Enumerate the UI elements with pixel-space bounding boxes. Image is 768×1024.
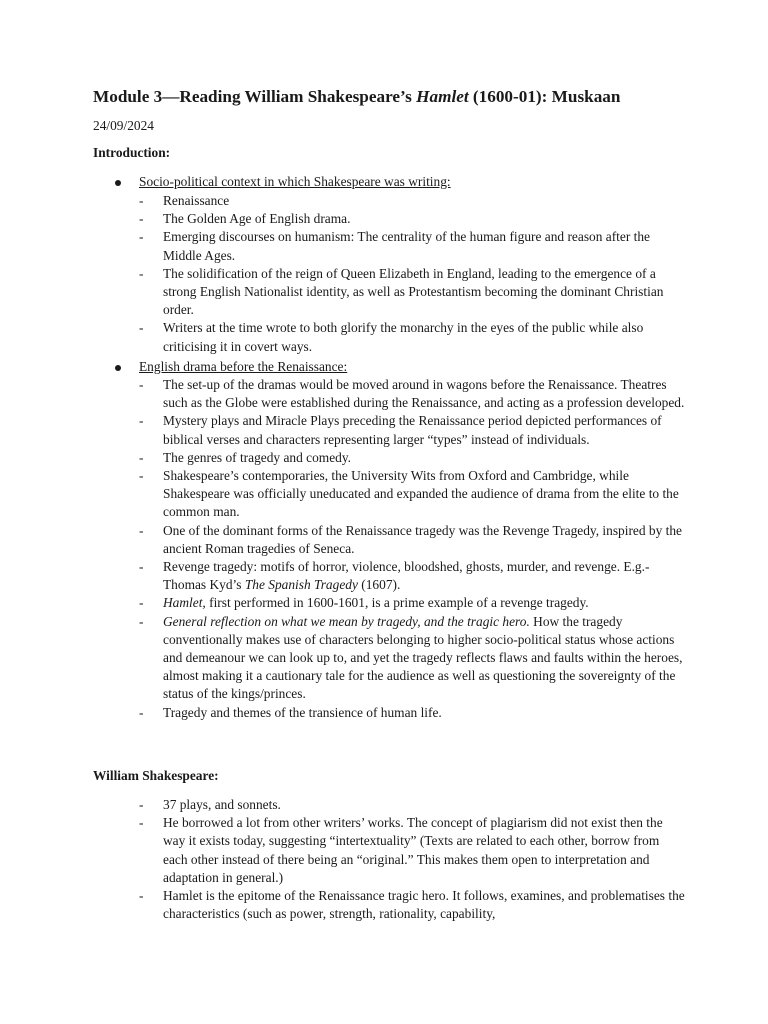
intro-section-socio-political (115, 173, 685, 191)
text-run: How the tragedy conventionally makes use of characters belonging to higher socio-political status whose actions and demeanour we can look up to, and yet the tragedy reflects flaws and faults within the heroes, almost making it a cautionary tale for the audience as well as questioning the sovereignty of the status of the kings/princes. (163, 613, 683, 702)
title-prefix: Module 3—Reading William Shakespeare’s (93, 87, 417, 106)
list-item (139, 192, 685, 210)
list-item-text: Hamlet is the epitome of the Renaissance tragic hero. It follows, examines, and problematises the characteristics (such as power, strength, rationality, capability, (163, 888, 685, 922)
dash-marker: - (139, 320, 144, 336)
list-item-text: The Golden Age of English drama. (163, 211, 351, 227)
introduction-heading: Introduction: (93, 145, 171, 160)
list-item (139, 613, 685, 704)
dash-marker: - (139, 193, 144, 208)
list-item (139, 887, 685, 923)
document-date: 24/09/2024 (93, 118, 155, 133)
bullet-icon (115, 180, 121, 186)
list-item-text: The genres of tragedy and comedy. (163, 449, 352, 465)
list-item (139, 210, 685, 228)
list-item-text (163, 595, 589, 610)
list-item (139, 796, 685, 814)
list-item-text: One of the dominant forms of the Renaissance tragedy was the Revenge Tragedy, inspired by the ancient Roman tragedies of Seneca. (163, 522, 683, 556)
dash-marker: - (139, 449, 144, 465)
title-suffix: (1600-01): Muskaan (468, 87, 621, 106)
dash-marker: - (139, 797, 144, 812)
list-item-text: Shakespeare’s contemporaries, the University Wits from Oxford and Cambridge, while Shakespeare was officially uneducated and expanded the audience of drama from the elite to the common man. (163, 468, 679, 520)
list-item (139, 467, 685, 522)
dash-marker: - (139, 595, 144, 611)
list-item-text: Mystery plays and Miracle Plays preceding the Renaissance period depicted performances of biblical verses and characters representing larger “types” instead of individuals. (163, 413, 662, 447)
dash-marker: - (139, 413, 144, 429)
dash-list-william-shakespeare (139, 796, 685, 923)
dash-list-socio-political (139, 192, 685, 356)
bullet-icon (115, 365, 121, 371)
dash-marker: - (139, 229, 144, 245)
title-work: Hamlet (416, 87, 469, 106)
list-item (139, 704, 685, 722)
text-run: Revenge tragedy: motifs of horror, violence, bloodshed, ghosts, murder, and revenge. E.g.- Thomas Kyd’s (163, 559, 650, 593)
list-item-text (163, 614, 682, 702)
bullet-item (115, 173, 685, 191)
list-item-text: The solidification of the reign of Queen Elizabeth in England, leading to the emergence of a strong English Nationalist identity, as well as Protestantism becoming the dominant Christian order. (163, 265, 664, 318)
list-item (139, 376, 685, 412)
section-label: English drama before the Renaissance: (139, 359, 348, 374)
italic-phrase: General reflection on what we mean by tragedy, and the tragic hero. (163, 613, 530, 629)
intro-section-english-drama (115, 358, 685, 376)
list-item (139, 319, 685, 355)
dash-marker: - (139, 559, 144, 575)
list-item-text: The set-up of the dramas would be moved around in wagons before the Renaissance. Theatres such as the Globe were established during the Renaissance, and acting as a profession developed. (163, 377, 685, 411)
text-run: (1607). (357, 577, 401, 593)
text-run: first performed in 1600-1601, is a prime example of a revenge tragedy. (205, 595, 589, 611)
dash-marker: - (139, 211, 144, 227)
dash-marker: - (139, 468, 144, 484)
list-item (139, 228, 685, 264)
list-item (139, 558, 685, 594)
section-label: Socio-political context in which Shakespeare was writing: (139, 174, 451, 189)
dash-marker: - (139, 704, 144, 720)
list-item-text: Tragedy and themes of the transience of human life. (163, 704, 442, 720)
list-item (139, 449, 685, 467)
list-item (139, 814, 685, 887)
william-shakespeare-heading: William Shakespeare: (93, 768, 219, 783)
list-item-text: Emerging discourses on humanism: The centrality of the human figure and reason after the Middle Ages. (163, 229, 651, 263)
list-item (139, 412, 685, 448)
list-item-text: Renaissance (163, 193, 230, 208)
dash-marker: - (139, 613, 144, 629)
dash-marker: - (139, 888, 144, 904)
work-title: Hamlet, (163, 595, 206, 611)
list-item (139, 265, 685, 320)
document-title (93, 86, 733, 108)
work-title: The Spanish Tragedy (244, 577, 358, 593)
list-item-text: He borrowed a lot from other writers’ works. The concept of plagiarism did not exist then the way it exists today, suggesting “intertextuality” (Texts are related to each other, borrow from each other instead of there being an “original.” This makes them open to interpretation and adaptation in general.) (163, 815, 663, 885)
dash-marker: - (139, 522, 144, 538)
list-item (139, 594, 685, 612)
bullet-item (115, 358, 685, 376)
list-item-text: 37 plays, and sonnets. (163, 797, 281, 812)
list-item (139, 522, 685, 558)
dash-marker: - (139, 377, 144, 392)
list-item-text (163, 559, 649, 592)
dash-marker: - (139, 265, 144, 281)
list-item-text: Writers at the time wrote to both glorify the monarchy in the eyes of the public while also criticising it in covert ways. (163, 320, 644, 354)
dash-marker: - (139, 815, 144, 831)
dash-list-english-drama (139, 376, 685, 722)
